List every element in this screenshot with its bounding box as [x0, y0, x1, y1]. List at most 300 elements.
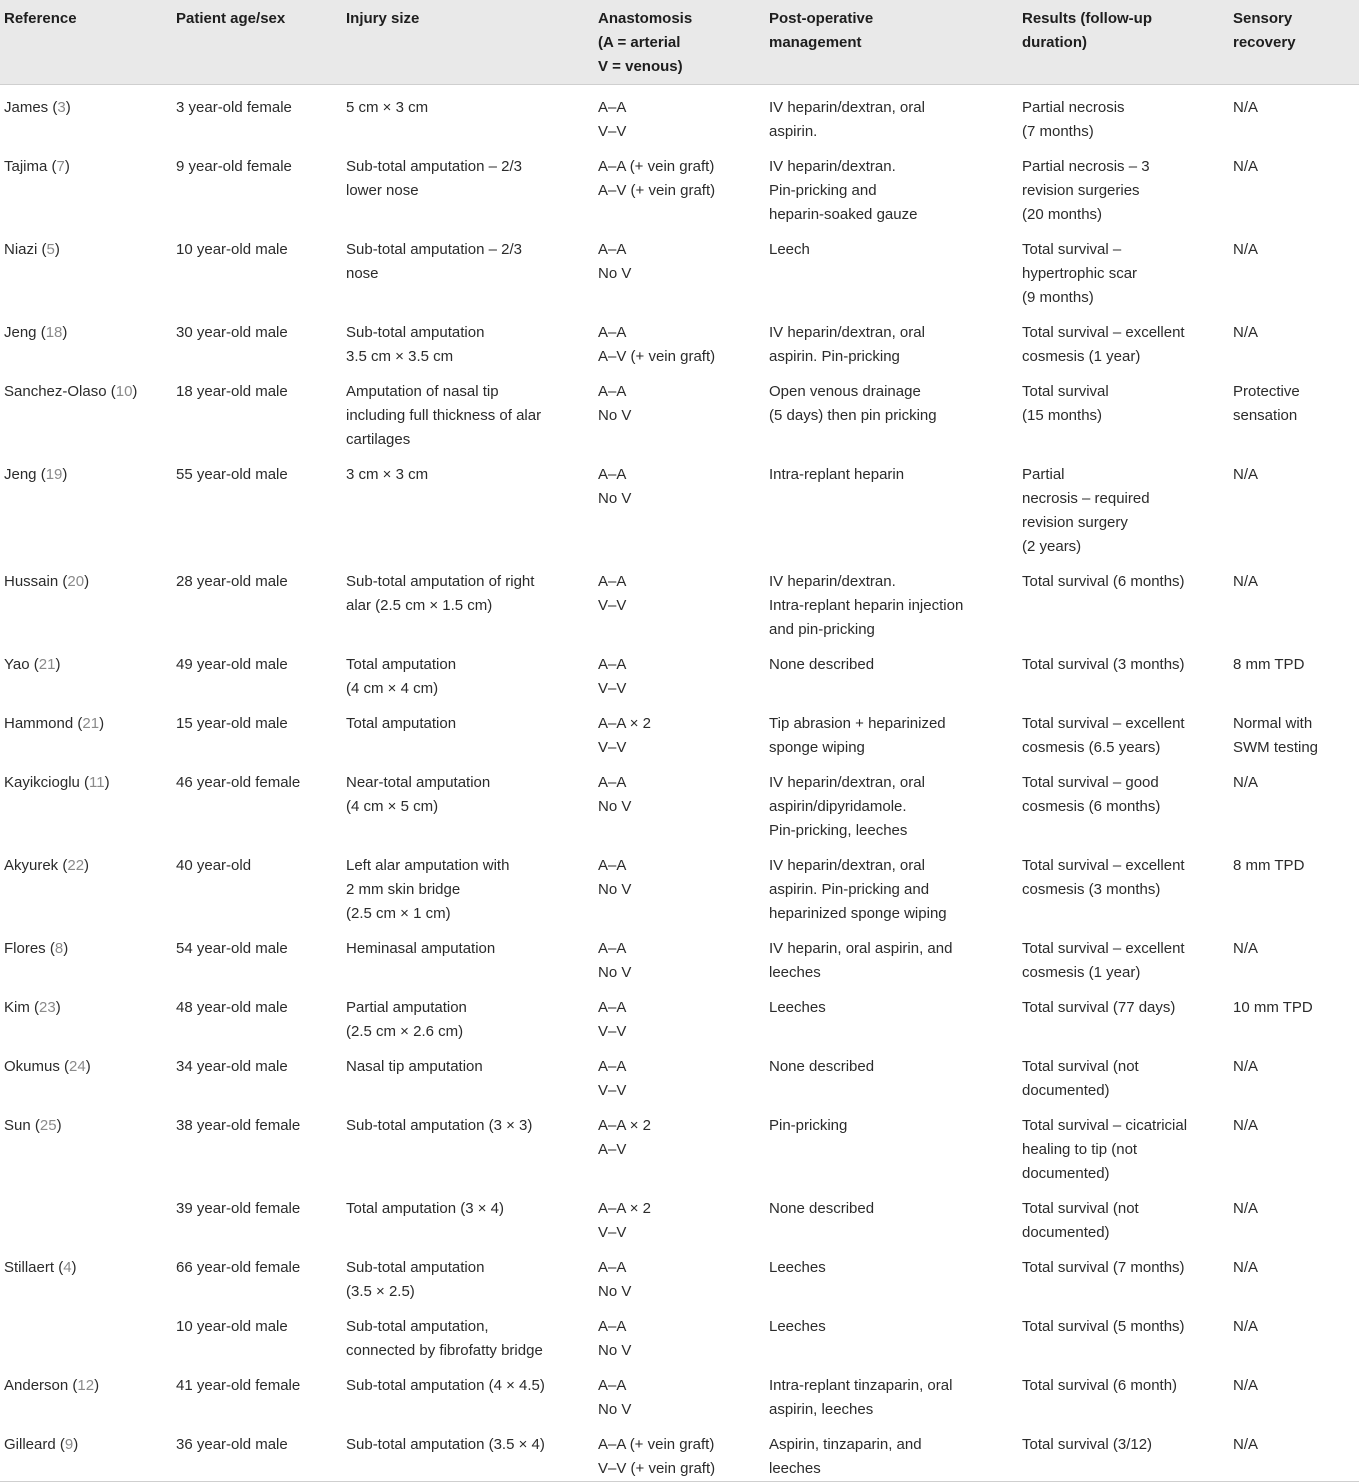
reference-author: Flores — [4, 940, 46, 957]
cell-results — [1018, 926, 1229, 985]
cell-line: 10 year-old male — [176, 241, 288, 258]
cell-line: N/A — [1233, 1117, 1259, 1134]
cell-line: Nasal tip amputation — [346, 1058, 483, 1075]
cell-results — [1018, 760, 1229, 843]
cell-line: 30 year-old male — [176, 324, 288, 341]
cell-line: Sub-total amputation of right — [346, 573, 535, 590]
cell-line: IV heparin/dextran, oral — [769, 857, 925, 874]
table-row — [0, 369, 1359, 452]
table-row — [0, 985, 1359, 1044]
cell-sensory — [1229, 227, 1359, 310]
cell-sensory — [1229, 369, 1359, 452]
cell-line: A–A × 2 — [598, 1200, 651, 1217]
cell-injury — [342, 1304, 594, 1363]
reference-link[interactable]: 19 — [45, 466, 63, 483]
cell-line: cosmesis (3 months) — [1022, 881, 1161, 898]
reference-link[interactable]: 3 — [57, 99, 66, 116]
cell-line: A–A — [598, 1058, 627, 1075]
header-line: Post-operative — [769, 10, 874, 27]
table-row — [0, 760, 1359, 843]
cell-anastomosis — [594, 144, 765, 227]
cell-line: Sub-total amputation, — [346, 1318, 489, 1335]
cell-line: IV heparin/dextran. — [769, 158, 896, 175]
cell-injury — [342, 559, 594, 642]
reference-link[interactable]: 21 — [82, 715, 100, 732]
cell-patient — [172, 985, 342, 1044]
cell-results — [1018, 452, 1229, 559]
reference-author: Anderson — [4, 1377, 69, 1394]
table-row — [0, 642, 1359, 701]
cell-line: Intra-replant heparin injection — [769, 597, 964, 614]
cell-line: V–V — [598, 123, 627, 140]
cell-line: None described — [769, 1200, 875, 1217]
cell-line: Total survival (3 months) — [1022, 656, 1185, 673]
cell-line: Total survival – — [1022, 241, 1122, 258]
reference-link[interactable]: 23 — [39, 999, 56, 1016]
header-injury — [342, 0, 594, 85]
cell-line: aspirin. Pin-pricking — [769, 348, 900, 365]
cell-line: A–A — [598, 324, 627, 341]
cell-sensory — [1229, 559, 1359, 642]
cell-sensory — [1229, 926, 1359, 985]
table-row — [0, 701, 1359, 760]
cell-line: No V — [598, 798, 632, 815]
reference-author: James — [4, 99, 49, 116]
header-row — [0, 0, 1359, 85]
cell-line: Sub-total amputation (3.5 × 4) — [346, 1436, 545, 1453]
header-line: V = venous) — [598, 58, 683, 75]
cell-postop — [765, 1103, 1018, 1186]
cell-results — [1018, 642, 1229, 701]
cell-postop — [765, 1363, 1018, 1422]
cell-line: Partial — [1022, 466, 1065, 483]
cell-patient — [172, 1245, 342, 1304]
cell-injury — [342, 227, 594, 310]
cell-line: cosmesis (1 year) — [1022, 964, 1141, 981]
cell-patient — [172, 642, 342, 701]
cell-line: (2 years) — [1022, 538, 1082, 555]
reference-author: Yao — [4, 656, 30, 673]
cell-anastomosis — [594, 701, 765, 760]
cell-line: V–V — [598, 680, 627, 697]
cell-line: Total survival (6 month) — [1022, 1377, 1178, 1394]
cell-line: Leeches — [769, 1318, 826, 1335]
cell-anastomosis — [594, 310, 765, 369]
cell-patient — [172, 1186, 342, 1245]
cell-line: A–A × 2 — [598, 715, 651, 732]
cell-line: N/A — [1233, 466, 1259, 483]
reference-link[interactable]: 9 — [64, 1436, 74, 1453]
cell-line: leeches — [769, 964, 821, 981]
cell-line: Total amputation — [346, 656, 457, 673]
cell-line: cosmesis (6 months) — [1022, 798, 1161, 815]
cell-results — [1018, 1363, 1229, 1422]
cell-line: N/A — [1233, 1318, 1259, 1335]
cell-line: Leech — [769, 241, 810, 258]
cell-postop — [765, 369, 1018, 452]
cell-reference: Hussain (20) — [4, 573, 90, 590]
cell-postop — [765, 1044, 1018, 1103]
reference-link[interactable]: 22 — [67, 857, 85, 874]
cell-results — [1018, 559, 1229, 642]
table-row — [0, 85, 1359, 145]
cell-reference — [0, 1186, 172, 1245]
cell-patient — [172, 1103, 342, 1186]
cell-line: 39 year-old female — [176, 1200, 301, 1217]
cell-line: Leeches — [769, 999, 826, 1016]
cell-anastomosis — [594, 227, 765, 310]
header-postop — [765, 0, 1018, 85]
cell-line: 41 year-old female — [176, 1377, 301, 1394]
cell-line: (2.5 cm × 1 cm) — [346, 905, 451, 922]
cell-injury — [342, 760, 594, 843]
cell-results — [1018, 1044, 1229, 1103]
cell-patient — [172, 843, 342, 926]
cell-line: Total amputation — [346, 715, 457, 732]
cell-line: Total survival – excellent — [1022, 324, 1185, 341]
cell-line: Partial necrosis — [1022, 99, 1125, 116]
cell-line: including full thickness of alar — [346, 407, 542, 424]
cell-line: necrosis – required — [1022, 490, 1150, 507]
cell-line: A–A — [598, 573, 627, 590]
cell-anastomosis — [594, 85, 765, 145]
cell-line: A–A — [598, 857, 627, 874]
cell-line: aspirin/dipyridamole. — [769, 798, 907, 815]
cell-line: N/A — [1233, 573, 1259, 590]
cell-line: 49 year-old male — [176, 656, 288, 673]
cell-anastomosis — [594, 1103, 765, 1186]
table-row — [0, 1103, 1359, 1186]
cell-line: V–V — [598, 1023, 627, 1040]
cell-line: V–V (+ vein graft) — [598, 1460, 716, 1477]
cell-line: Sub-total amputation – 2/3 — [346, 241, 522, 258]
reference-link[interactable]: 20 — [67, 573, 85, 590]
cell-line: (15 months) — [1022, 407, 1103, 424]
table-row — [0, 1363, 1359, 1422]
cell-line: 5 cm × 3 cm — [346, 99, 429, 116]
cell-reference: Anderson (12) — [4, 1377, 100, 1394]
cell-line: aspirin, leeches — [769, 1401, 874, 1418]
cell-injury — [342, 310, 594, 369]
cell-injury — [342, 85, 594, 145]
cell-line: IV heparin/dextran, oral — [769, 774, 925, 791]
cell-patient — [172, 144, 342, 227]
cell-line: Sub-total amputation (3 × 3) — [346, 1117, 533, 1134]
cell-injury — [342, 144, 594, 227]
cell-line: A–A — [598, 1377, 627, 1394]
cell-results — [1018, 1422, 1229, 1482]
cell-line: (7 months) — [1022, 123, 1094, 140]
table-row — [0, 144, 1359, 227]
cell-line: Total survival – excellent — [1022, 940, 1185, 957]
cell-line: 3.5 cm × 3.5 cm — [346, 348, 454, 365]
cell-sensory — [1229, 1304, 1359, 1363]
cell-line: sponge wiping — [769, 739, 865, 756]
cell-line: 9 year-old female — [176, 158, 292, 175]
cell-reference: Tajima (7) — [4, 158, 70, 175]
cell-anastomosis — [594, 1044, 765, 1103]
cell-injury — [342, 1103, 594, 1186]
cell-line: N/A — [1233, 1200, 1259, 1217]
cell-results — [1018, 144, 1229, 227]
header-anastomosis — [594, 0, 765, 85]
cell-anastomosis — [594, 369, 765, 452]
cell-sensory — [1229, 1186, 1359, 1245]
cell-line: 38 year-old female — [176, 1117, 301, 1134]
cell-line: 48 year-old male — [176, 999, 288, 1016]
cell-postop — [765, 310, 1018, 369]
table-row — [0, 227, 1359, 310]
cell-line: Pin-pricking — [769, 1117, 848, 1134]
header-line: Sensory — [1233, 10, 1293, 27]
cell-sensory — [1229, 1245, 1359, 1304]
reference-author: Stillaert — [4, 1259, 55, 1276]
cell-line: Total survival — [1022, 383, 1109, 400]
cell-patient — [172, 1363, 342, 1422]
reference-author: Okumus — [4, 1058, 60, 1075]
reference-link[interactable]: 24 — [69, 1058, 86, 1075]
cell-line: 55 year-old male — [176, 466, 288, 483]
cell-line: (20 months) — [1022, 206, 1103, 223]
cell-reference: Flores (8) — [4, 940, 69, 957]
cell-line: None described — [769, 656, 875, 673]
cell-line: N/A — [1233, 241, 1259, 258]
cell-line: Partial necrosis – 3 — [1022, 158, 1150, 175]
cell-postop — [765, 843, 1018, 926]
cell-line: Protective — [1233, 383, 1300, 400]
cell-line: 2 mm skin bridge — [346, 881, 461, 898]
cell-reference: Akyurek (22) — [4, 857, 90, 874]
cell-postop — [765, 1422, 1018, 1482]
table-row — [0, 1044, 1359, 1103]
cell-postop — [765, 985, 1018, 1044]
cell-line: (4 cm × 4 cm) — [346, 680, 439, 697]
reference-author: Niazi — [4, 241, 38, 258]
cell-injury — [342, 985, 594, 1044]
cell-injury — [342, 1422, 594, 1482]
cell-line: A–A — [598, 241, 627, 258]
cell-postop — [765, 1186, 1018, 1245]
table-row — [0, 843, 1359, 926]
cell-patient — [172, 701, 342, 760]
cell-line: Total survival (not — [1022, 1058, 1139, 1075]
cell-patient — [172, 85, 342, 145]
table-body — [0, 85, 1359, 1482]
cell-injury — [342, 1044, 594, 1103]
cell-anastomosis — [594, 1186, 765, 1245]
cell-postop — [765, 144, 1018, 227]
reference-link[interactable]: 25 — [39, 1117, 57, 1134]
cell-line: documented) — [1022, 1082, 1110, 1099]
reference-link[interactable]: 7 — [56, 158, 65, 175]
cell-postop — [765, 1245, 1018, 1304]
cell-reference: Niazi (5) — [4, 241, 60, 258]
cell-results — [1018, 1304, 1229, 1363]
cell-line: V–V — [598, 1224, 627, 1241]
cell-patient — [172, 559, 342, 642]
cell-line: 10 year-old male — [176, 1318, 288, 1335]
cell-line: connected by fibrofatty bridge — [346, 1342, 543, 1359]
cell-results — [1018, 843, 1229, 926]
cell-line: Sub-total amputation — [346, 324, 485, 341]
cell-line: 8 mm TPD — [1233, 857, 1305, 874]
cell-line: Total survival (77 days) — [1022, 999, 1176, 1016]
cell-postop — [765, 452, 1018, 559]
cell-reference: Yao (21) — [4, 656, 61, 673]
cell-line: 3 year-old female — [176, 99, 292, 116]
header-line: Anastomosis — [598, 10, 693, 27]
cell-reference: Sanchez-Olaso (10) — [4, 383, 138, 400]
cell-line: alar (2.5 cm × 1.5 cm) — [346, 597, 493, 614]
cell-line: A–A (+ vein graft) — [598, 158, 715, 175]
cell-results — [1018, 85, 1229, 145]
header-line: Patient age/sex — [176, 10, 286, 27]
reference-link[interactable]: 18 — [45, 324, 63, 341]
cell-reference: Jeng (19) — [4, 466, 68, 483]
cell-line: N/A — [1233, 324, 1259, 341]
cell-line: cosmesis (6.5 years) — [1022, 739, 1161, 756]
cell-line: 28 year-old male — [176, 573, 288, 590]
reference-link[interactable]: 12 — [77, 1377, 95, 1394]
cell-patient — [172, 1422, 342, 1482]
cell-line: sensation — [1233, 407, 1298, 424]
cell-line: Partial amputation — [346, 999, 467, 1016]
cell-anastomosis — [594, 559, 765, 642]
cell-line: 40 year-old — [176, 857, 252, 874]
reference-link[interactable]: 21 — [38, 656, 56, 673]
cell-sensory — [1229, 1044, 1359, 1103]
cell-results — [1018, 369, 1229, 452]
cell-line: documented) — [1022, 1165, 1110, 1182]
cell-line: Amputation of nasal tip — [346, 383, 499, 400]
cell-injury — [342, 926, 594, 985]
header-line: Injury size — [346, 10, 420, 27]
reference-author: Hussain — [4, 573, 59, 590]
cell-line: hypertrophic scar — [1022, 265, 1138, 282]
cell-sensory — [1229, 843, 1359, 926]
cell-line: Total amputation (3 × 4) — [346, 1200, 505, 1217]
cell-results — [1018, 1186, 1229, 1245]
cell-sensory — [1229, 760, 1359, 843]
cell-sensory — [1229, 310, 1359, 369]
cell-results — [1018, 985, 1229, 1044]
reference-link[interactable]: 11 — [89, 774, 105, 791]
cell-line: lower nose — [346, 182, 419, 199]
cell-line: aspirin. Pin-pricking and — [769, 881, 930, 898]
cell-sensory — [1229, 1363, 1359, 1422]
cell-anastomosis — [594, 985, 765, 1044]
cell-line: 8 mm TPD — [1233, 656, 1305, 673]
cell-patient — [172, 310, 342, 369]
cell-line: N/A — [1233, 1058, 1259, 1075]
cell-injury — [342, 701, 594, 760]
cell-line: A–A — [598, 1259, 627, 1276]
cell-line: N/A — [1233, 774, 1259, 791]
cell-postop — [765, 701, 1018, 760]
cell-patient — [172, 926, 342, 985]
cell-line: No V — [598, 1401, 632, 1418]
header-line: Results (follow-up — [1022, 10, 1152, 27]
cell-line: Aspirin, tinzaparin, and — [769, 1436, 922, 1453]
cell-sensory — [1229, 1103, 1359, 1186]
cell-line: V–V — [598, 597, 627, 614]
cell-line: Total survival (7 months) — [1022, 1259, 1185, 1276]
header-line: management — [769, 34, 862, 51]
reference-author: Sanchez-Olaso — [4, 383, 107, 400]
cell-line: No V — [598, 881, 632, 898]
cell-line: (9 months) — [1022, 289, 1094, 306]
cell-line: Normal with — [1233, 715, 1313, 732]
cell-line: (5 days) then pin pricking — [769, 407, 937, 424]
header-patient — [172, 0, 342, 85]
cell-anastomosis — [594, 843, 765, 926]
reference-link[interactable]: 10 — [115, 383, 133, 400]
cell-line: revision surgeries — [1022, 182, 1140, 199]
cell-anastomosis — [594, 1245, 765, 1304]
reference-author: Sun — [4, 1117, 31, 1134]
cell-reference: Gilleard (9) — [0, 1422, 172, 1482]
table-row — [0, 1186, 1359, 1245]
header-reference — [0, 0, 172, 85]
cell-line: IV heparin/dextran, oral — [769, 99, 925, 116]
cell-line: A–A — [598, 1318, 627, 1335]
cell-injury — [342, 452, 594, 559]
cell-patient — [172, 369, 342, 452]
reference-link[interactable]: 4 — [63, 1259, 72, 1276]
cell-line: 3 cm × 3 cm — [346, 466, 429, 483]
cell-line: A–A — [598, 466, 627, 483]
cell-sensory — [1229, 701, 1359, 760]
cell-line: 66 year-old female — [176, 1259, 301, 1276]
cell-line: Near-total amputation — [346, 774, 491, 791]
cell-results — [1018, 701, 1229, 760]
cell-line: 15 year-old male — [176, 715, 288, 732]
cell-reference: Stillaert (4) — [4, 1259, 77, 1276]
cell-line: Pin-pricking and — [769, 182, 877, 199]
cell-line: leeches — [769, 1460, 821, 1477]
cell-line: heparin-soaked gauze — [769, 206, 918, 223]
cell-line: 46 year-old female — [176, 774, 301, 791]
cell-line: 18 year-old male — [176, 383, 288, 400]
cell-line: Leeches — [769, 1259, 826, 1276]
cell-line: documented) — [1022, 1224, 1110, 1241]
cell-line: A–A × 2 — [598, 1117, 651, 1134]
cell-line: Open venous drainage — [769, 383, 921, 400]
cell-injury — [342, 843, 594, 926]
cell-postop — [765, 227, 1018, 310]
cell-line: 34 year-old male — [176, 1058, 288, 1075]
cell-line: Total survival (5 months) — [1022, 1318, 1185, 1335]
cell-reference: Kayikcioglu (11) — [4, 774, 110, 791]
reference-link[interactable]: 5 — [46, 241, 55, 258]
cell-line: N/A — [1233, 940, 1259, 957]
header-line: Reference — [4, 10, 77, 27]
cell-reference: Jeng (18) — [4, 324, 68, 341]
reference-author: Kim — [4, 999, 30, 1016]
cell-line: A–A — [598, 774, 627, 791]
cell-anastomosis — [594, 642, 765, 701]
cell-injury — [342, 642, 594, 701]
cell-line: A–V — [598, 1141, 627, 1158]
header-results — [1018, 0, 1229, 85]
cell-sensory — [1229, 144, 1359, 227]
cell-line: Total survival (3/12) — [1022, 1436, 1153, 1453]
cell-line: IV heparin/dextran. — [769, 573, 896, 590]
reference-link[interactable]: 8 — [54, 940, 64, 957]
cell-patient — [172, 1044, 342, 1103]
cell-anastomosis — [594, 760, 765, 843]
cell-line: N/A — [1233, 1436, 1259, 1453]
